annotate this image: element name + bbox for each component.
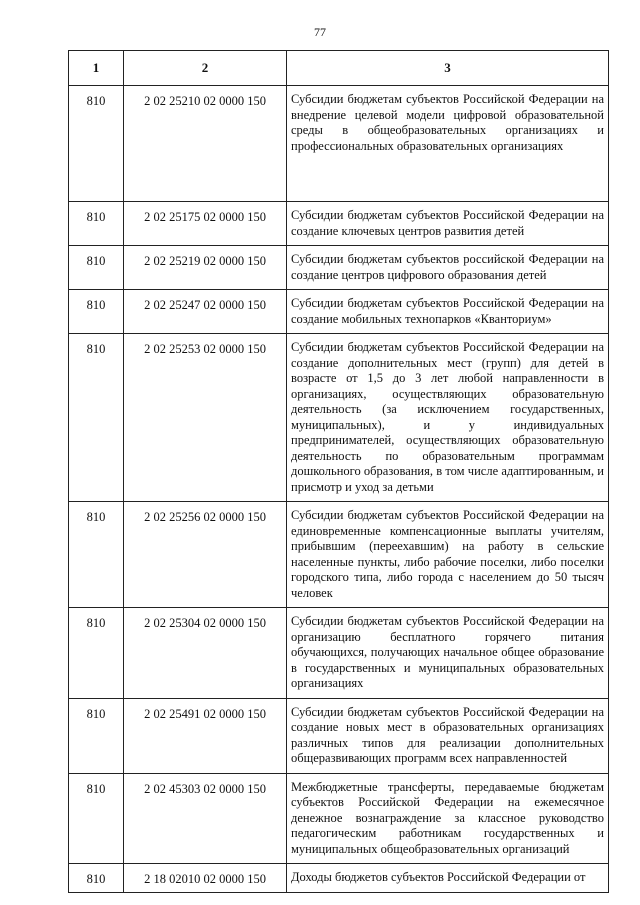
column-header-3: 3 bbox=[287, 51, 609, 86]
income-description: Субсидии бюджетам субъектов российской Федерации на создание центров цифрового образования детей bbox=[287, 246, 609, 290]
admin-code: 810 bbox=[69, 608, 124, 699]
income-description: Межбюджетные трансферты, передаваемые бюджетам субъектов Российской Федерации на ежемесячное денежное вознаграждение за классное руководство педагогическим работникам государственных и муниципальных общеобразовательных организаций bbox=[287, 773, 609, 864]
income-description: Субсидии бюджетам субъектов Российской Федерации на организацию бесплатного горячего питания обучающихся, получающих начальное общее образование в государственных и муниципальных образовательных организациях bbox=[287, 608, 609, 699]
table-header-row bbox=[69, 51, 609, 86]
column-header-1: 1 bbox=[69, 51, 124, 86]
budget-code: 2 02 25175 02 0000 150 bbox=[124, 202, 287, 246]
table-row bbox=[69, 202, 609, 246]
income-description: Субсидии бюджетам субъектов Российской Федерации на создание дополнительных мест (групп) для детей в возрасте от 1,5 до 3 лет любой направленности в организациях, осуществляющих образовательную деятельность (за исключением государственных, муниципальных), и у индивидуальных предпринимателей, осуществляющих образовательную деятельность по образовательным программам дошкольного образования, в том числе адаптированным, и присмотр и уход за детьми bbox=[287, 334, 609, 502]
budget-code: 2 02 45303 02 0000 150 bbox=[124, 773, 287, 864]
budget-code: 2 02 25253 02 0000 150 bbox=[124, 334, 287, 502]
admin-code: 810 bbox=[69, 502, 124, 608]
admin-code: 810 bbox=[69, 86, 124, 202]
admin-code: 810 bbox=[69, 202, 124, 246]
budget-code: 2 02 25491 02 0000 150 bbox=[124, 698, 287, 773]
income-description: Субсидии бюджетам субъектов Российской Федерации на единовременные компенсационные выплаты учителям, прибывшим (переехавшим) на работу в сельские населенные пункты, либо рабочие поселки, либо поселки городского типа, либо города с населением до 50 тысяч человек bbox=[287, 502, 609, 608]
admin-code: 810 bbox=[69, 773, 124, 864]
table-row bbox=[69, 290, 609, 334]
admin-code: 810 bbox=[69, 864, 124, 893]
table-row bbox=[69, 608, 609, 699]
column-header-2: 2 bbox=[124, 51, 287, 86]
budget-code: 2 02 25247 02 0000 150 bbox=[124, 290, 287, 334]
table-row bbox=[69, 698, 609, 773]
budget-codes-table bbox=[68, 50, 609, 893]
table-row bbox=[69, 864, 609, 893]
budget-code: 2 18 02010 02 0000 150 bbox=[124, 864, 287, 893]
income-description: Доходы бюджетов субъектов Российской Федерации от bbox=[287, 864, 609, 893]
table-row bbox=[69, 246, 609, 290]
budget-code: 2 02 25210 02 0000 150 bbox=[124, 86, 287, 202]
table-row bbox=[69, 334, 609, 502]
admin-code: 810 bbox=[69, 290, 124, 334]
table-row bbox=[69, 773, 609, 864]
admin-code: 810 bbox=[69, 246, 124, 290]
budget-code: 2 02 25256 02 0000 150 bbox=[124, 502, 287, 608]
admin-code: 810 bbox=[69, 334, 124, 502]
income-description: Субсидии бюджетам субъектов Российской Федерации на создание новых мест в образовательных организациях различных типов для реализации дополнительных общеразвивающих программ всех направленностей bbox=[287, 698, 609, 773]
page-number: 77 bbox=[314, 25, 326, 39]
income-description: Субсидии бюджетам субъектов Российской Федерации на создание ключевых центров развития детей bbox=[287, 202, 609, 246]
budget-code: 2 02 25219 02 0000 150 bbox=[124, 246, 287, 290]
income-description: Субсидии бюджетам субъектов Российской Федерации на внедрение целевой модели цифровой образовательной среды в общеобразовательных организациях и профессиональных образовательных организациях bbox=[287, 86, 609, 202]
budget-code: 2 02 25304 02 0000 150 bbox=[124, 608, 287, 699]
table-row bbox=[69, 502, 609, 608]
admin-code: 810 bbox=[69, 698, 124, 773]
income-description: Субсидии бюджетам субъектов Российской Федерации на создание мобильных технопарков «Кванториум» bbox=[287, 290, 609, 334]
table-row bbox=[69, 86, 609, 202]
